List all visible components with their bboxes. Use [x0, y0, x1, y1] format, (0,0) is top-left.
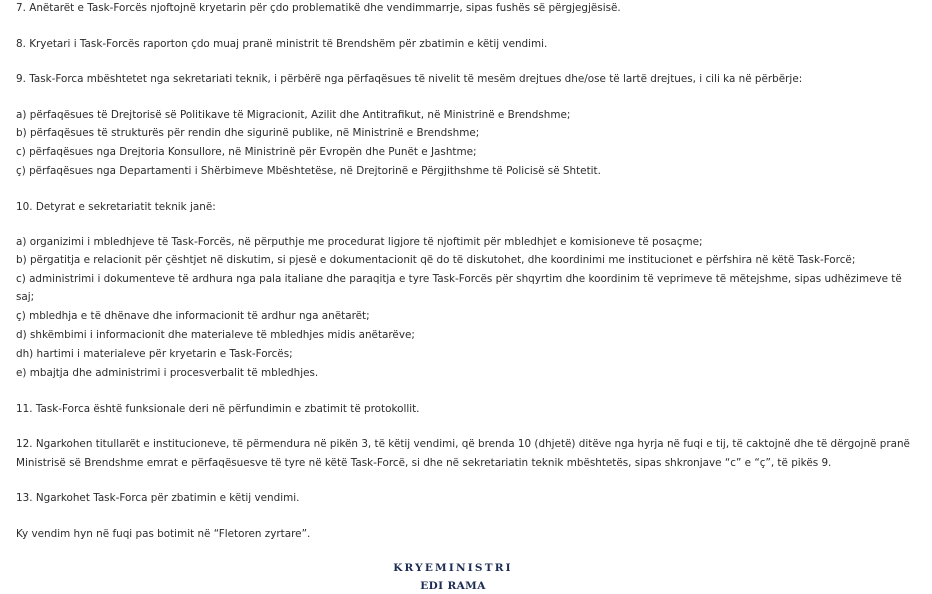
- point-10-item-e: e) mbajtja dhe administrimi i procesverbalit të mbledhjes.: [16, 367, 319, 379]
- point-10-item-d: d) shkëmbimi i informacionit dhe materialeve të mbledhjes midis anëtarëve;: [16, 329, 415, 341]
- point-10-item-dh: dh) hartimi i materialeve për kryetarin e Task-Forcës;: [16, 348, 293, 360]
- point-11: 11. Task-Forca është funksionale deri në përfundimin e zbatimit të protokollit.: [16, 403, 420, 415]
- point-12-line-2: Ministrisë së Brendshme emrat e përfaqësuesve të tyre në këtë Task-Forcë, si dhe në sekretariatin teknik mbështetës, sipas shkronjave “c” e “ç”, të pikës 9.: [16, 457, 832, 469]
- point-9-item-a: a) përfaqësues të Drejtorisë së Politikave të Migracionit, Azilit dhe Antitrafikut, në Ministrinë e Brendshme;: [16, 109, 571, 121]
- point-9-item-b: b) përfaqësues të strukturës për rendin dhe sigurinë publike, në Ministrinë e Brendshme;: [16, 127, 480, 139]
- point-9-item-c: c) përfaqësues nga Drejtoria Konsullore, në Ministrinë për Evropën dhe Punët e Jashtme;: [16, 146, 477, 158]
- point-10-item-c-continued: saj;: [16, 291, 35, 303]
- point-12-line-1: 12. Ngarkohen titullarët e institucioneve, të përmendura në pikën 3, të këtij vendimi, që brenda 10 (dhjetë) ditëve nga hyrja në fuqi e tij, të caktojnë dhe të dërgojnë pranë: [16, 438, 910, 450]
- signature-title: KRYEMINISTRI: [393, 562, 513, 574]
- point-10-item-c: c) administrimi i dokumenteve të ardhura nga pala italiane dhe paraqitja e tyre Task-Forcës për shqyrtim dhe koordinim të veprimeve të mëtejshme, sipas udhëzimeve të: [16, 273, 902, 285]
- point-7: 7. Anëtarët e Task-Forcës njoftojnë kryetarin për çdo problematikë dhe vendimmarrje, sipas fushës së përgjegjësisë.: [16, 2, 621, 14]
- point-8: 8. Kryetari i Task-Forcës raporton çdo muaj pranë ministrit të Brendshëm për zbatimin e këtij vendimi.: [16, 38, 548, 50]
- point-10-item-b: b) përgatitja e relacionit për çështjet në diskutim, si pjesë e dokumentacionit që do të diskutohet, dhe koordinimi me institucionet e përfshira në këtë Task-Forcë;: [16, 254, 856, 266]
- point-10-item-a: a) organizimi i mbledhjeve të Task-Forcës, në përputhje me procedurat ligjore të njoftimit për mbledhjet e komisioneve të posaçme;: [16, 236, 703, 248]
- point-13: 13. Ngarkohet Task-Forca për zbatimin e këtij vendimi.: [16, 492, 300, 504]
- point-10: 10. Detyrat e sekretariatit teknik janë:: [16, 201, 216, 213]
- closing-statement: Ky vendim hyn në fuqi pas botimit në “Fletoren zyrtare”.: [16, 528, 311, 540]
- point-9: 9. Task-Forca mbështetet nga sekretariati teknik, i përbërë nga përfaqësues të nivelit të mesëm drejtues dhe/ose të lartë drejtues, i cili ka në përbërje:: [16, 73, 803, 85]
- point-10-item-cc: ç) mbledhja e të dhënave dhe informacionit të ardhur nga anëtarët;: [16, 310, 370, 322]
- signature-name: EDI RAMA: [420, 580, 486, 592]
- point-9-item-cc: ç) përfaqësues nga Departamenti i Shërbimeve Mbështetëse, në Drejtorinë e Përgjithshme të Policisë së Shtetit.: [16, 165, 601, 177]
